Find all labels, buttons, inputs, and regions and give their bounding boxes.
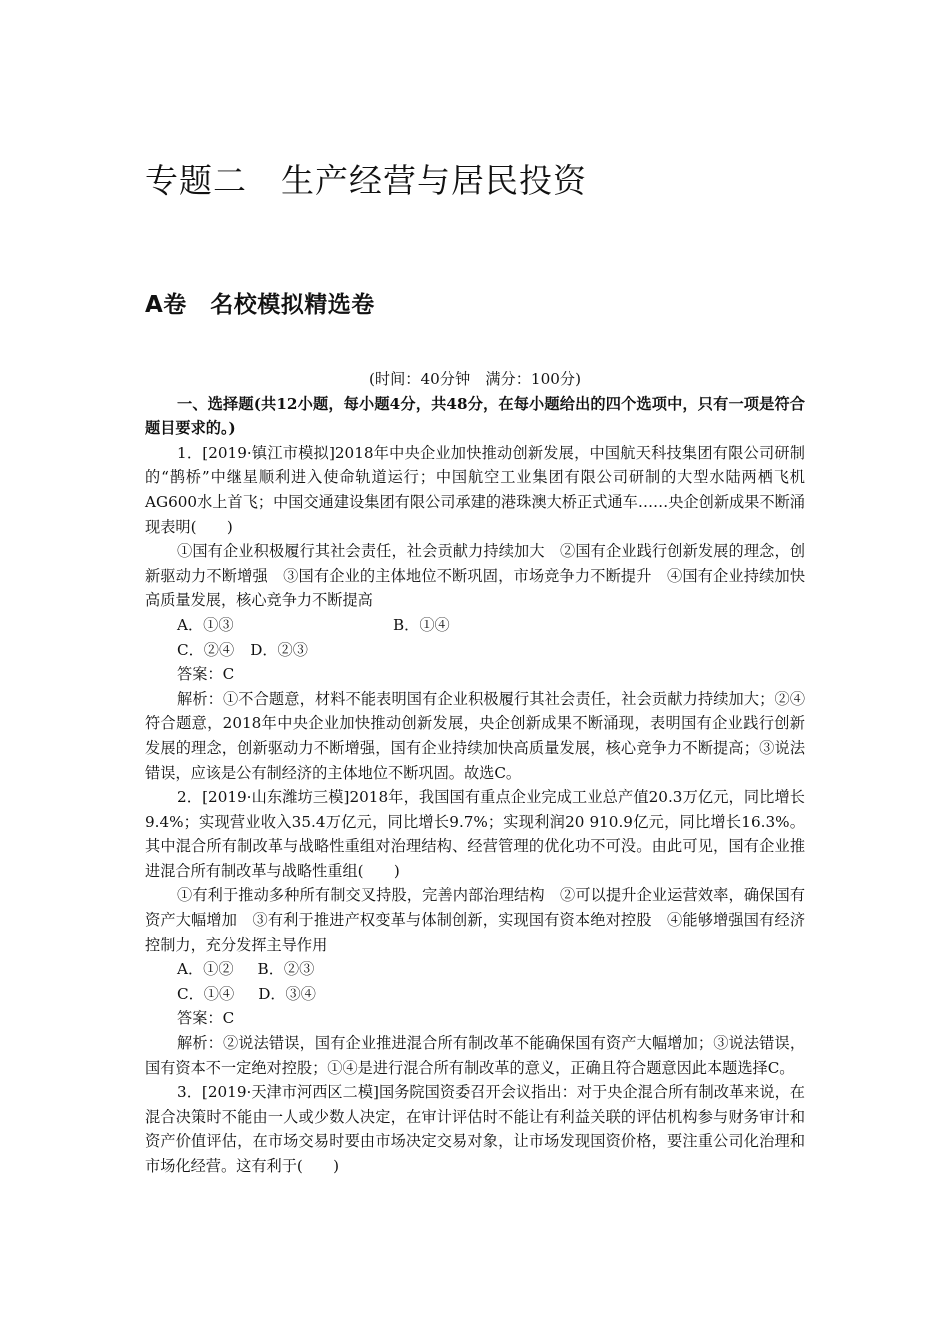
page-title: 专题二 生产经营与居民投资: [145, 161, 587, 200]
section-heading: 一、选择题(共12小题，每小题4分，共48分，在每小题给出的四个选项中，只有一项是符合题目要求的。): [145, 394, 805, 438]
question-1-options-row-1: [145, 613, 805, 638]
question-1-option-d: D．②③: [250, 640, 308, 659]
question-2-analysis: 解析：②说法错误，国有企业推进混合所有制改革不能确保国有资产大幅增加；③说法错误，国有资本不一定绝对控股；①④是进行混合所有制改革的意义，正确且符合题意因此本题选择C。: [145, 1034, 805, 1077]
question-1-options-row-2: [145, 638, 805, 663]
question-1-analysis: 解析：①不合题意，材料不能表明国有企业积极履行其社会责任，社会贡献力持续加大；②④符合题意，2018年中央企业加快推动创新发展，央企创新成果不断涌现，表明国有企业践行创新发展的理念，创新驱动力不断增强，国有企业持续加快高质量发展，核心竞争力不断提高；③说法错误，应该是公有制经济的主体地位不断巩固。故选C。: [145, 689, 805, 782]
question-2-statements: ①有利于推动多种所有制交叉持股，完善内部治理结构 ②可以提升企业运营效率，确保国有资产大幅增加 ③有利于推进产权变革与体制创新，实现国有资本绝对控股 ④能够增强国有经济控制力，充分发挥主导作用: [145, 886, 805, 954]
question-1-statements: ①国有企业积极履行其社会责任，社会贡献力持续加大 ②国有企业践行创新发展的理念，创新驱动力不断增强 ③国有企业的主体地位不断巩固，市场竞争力不断提升 ④国有企业持续加快高质量发展，核心竞争力不断提高: [145, 542, 805, 610]
section-subtitle: A卷 名校模拟精选卷: [145, 292, 375, 318]
question-1-stem: 1．[2019·镇江市模拟]2018年中央企业加快推动创新发展，中国航天科技集团有限公司研制的“鹊桥”中继星顺利进入使命轨道运行；中国航空工业集团有限公司研制的大型水陆两栖飞机AG600水上首飞；中国交通建设集团有限公司承建的港珠澳大桥正式通车……央企创新成果不断涌现表明( ): [145, 443, 805, 536]
question-2-option-a: A．①②: [177, 960, 234, 979]
time-info: (时间：40分钟 满分：100分): [368, 370, 582, 388]
question-2-answer: 答案：C: [177, 1009, 235, 1028]
question-2-option-b: B．②③: [257, 960, 315, 979]
question-1-answer: 答案：C: [177, 665, 235, 684]
question-2-option-c: C．①④: [177, 984, 235, 1003]
question-1-option-a: A．①③: [177, 615, 234, 634]
exam-content: [145, 367, 805, 1179]
question-3-stem: 3．[2019·天津市河西区二模]国务院国资委召开会议指出：对于央企混合所有制改革来说，在混合决策时不能由一人或少数人决定，在审计评估时不能让有利益关联的评估机构参与财务审计和资产价值评估，在市场交易时要由市场决定交易对象，让市场发现国资价格，要注重公司化治理和市场化经营。这有利于( ): [145, 1083, 805, 1175]
question-2-stem: 2．[2019·山东潍坊三模]2018年，我国国有重点企业完成工业总产值20.3万亿元，同比增长9.4%；实现营业收入35.4万亿元，同比增长9.7%；实现利润20 910.9亿元，同比增长16.3%。其中混合所有制改革与战略性重组对治理结构、经营管理的优化功不可没。由此可见，国有企业推进混合所有制改革与战略性重组( ): [145, 788, 805, 880]
question-2-option-d: D．③④: [258, 984, 316, 1003]
question-2-options-row-1: [145, 957, 805, 982]
question-1-option-b: B．①④: [393, 615, 450, 634]
question-2-options-row-2: [145, 982, 805, 1007]
question-1-option-c: C．②④: [177, 640, 235, 659]
